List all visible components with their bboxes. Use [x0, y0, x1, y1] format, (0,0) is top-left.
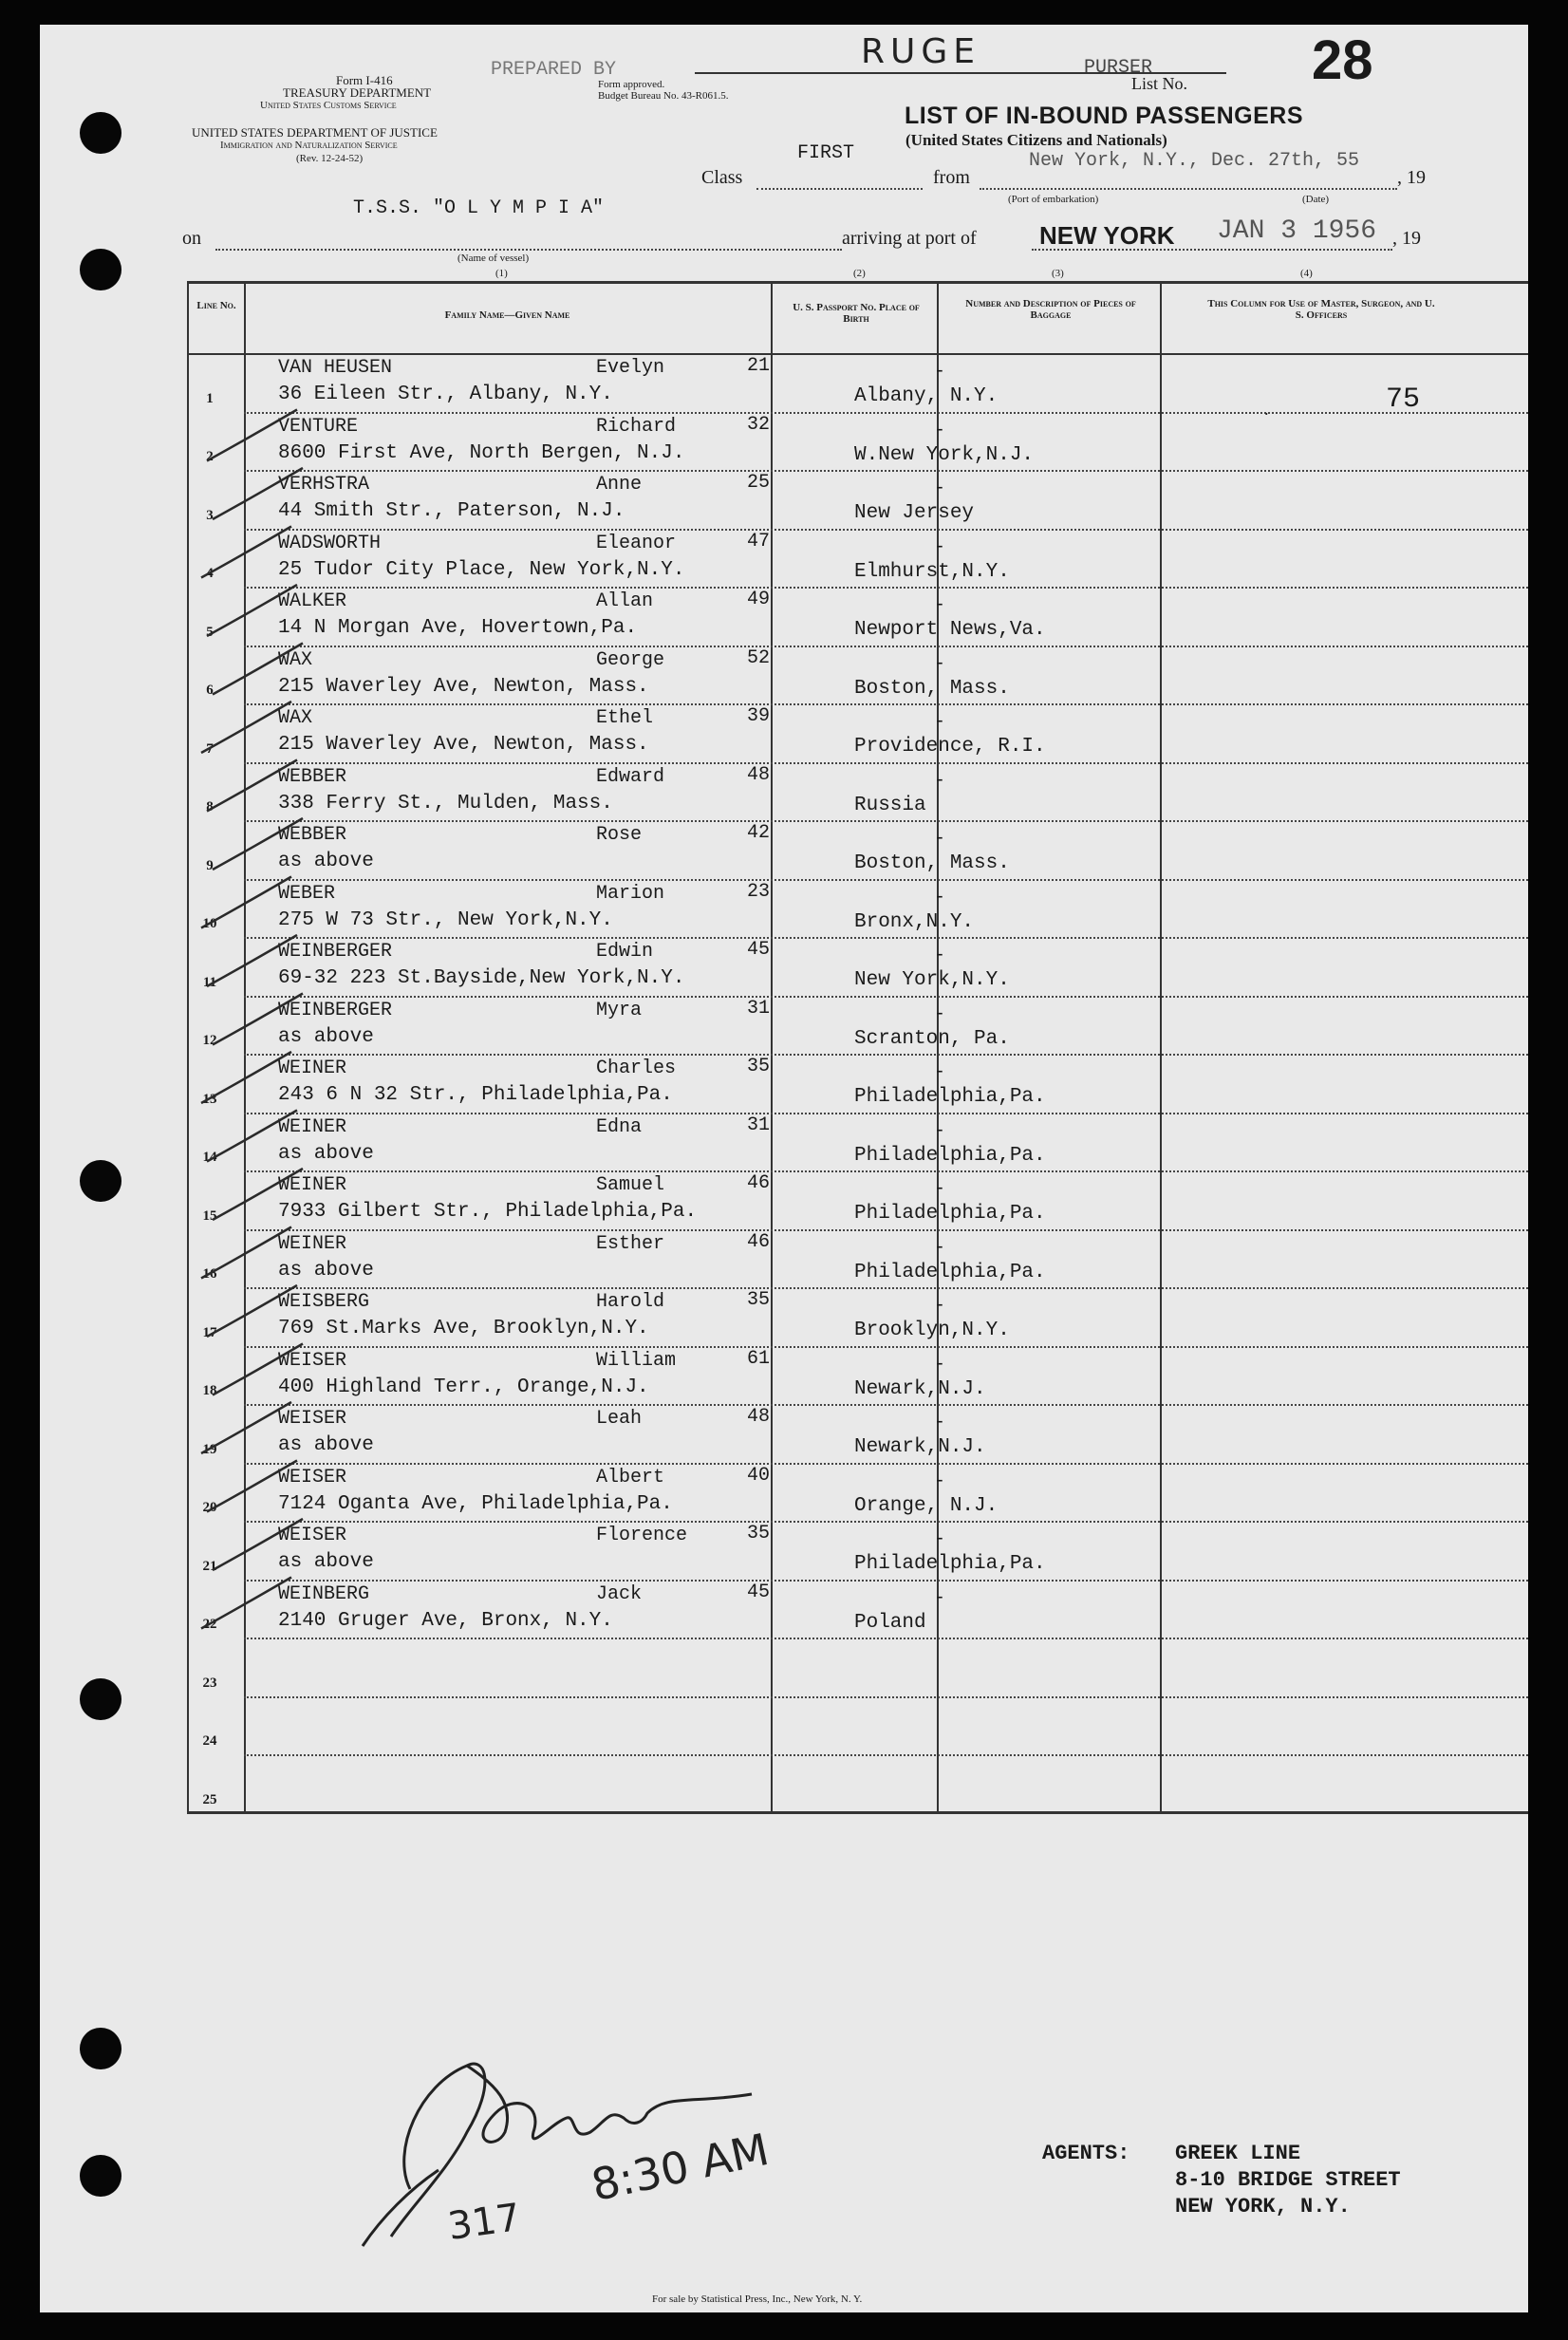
given-name: Esther — [596, 1232, 665, 1255]
check-mark — [207, 410, 297, 461]
family-name: WEINER — [278, 1058, 347, 1079]
passport-dash: - — [934, 886, 946, 908]
passenger-address: 243 6 N 32 Str., Philadelphia,Pa. — [278, 1084, 673, 1106]
header-officers: This Column for Use of Master, Surgeon, and U. S. Officers — [1207, 298, 1435, 321]
header-passport: U. S. Passport No. Place of Birth — [793, 302, 920, 325]
given-name: Marion — [596, 882, 665, 905]
preparer-name: RUGE — [861, 32, 981, 71]
immigration-service: Immigration and Naturalization Service — [220, 140, 398, 151]
given-name: Charles — [596, 1058, 677, 1079]
passport-dash: - — [934, 828, 946, 850]
vessel-name: T.S.S. "O L Y M P I A" — [353, 197, 605, 219]
family-name: WEINER — [278, 1174, 347, 1196]
arriving-label: arriving at port of — [842, 228, 977, 249]
given-name: Rose — [596, 824, 643, 846]
list-number: 28 — [1312, 29, 1373, 91]
passenger-age: 45 — [747, 1581, 771, 1603]
passport-dash: - — [934, 1002, 946, 1025]
passenger-age: 35 — [747, 1056, 771, 1077]
check-mark — [213, 468, 303, 519]
passport-dash: - — [934, 594, 946, 616]
check-mark — [207, 1461, 297, 1512]
place-of-birth: Philadelphia,Pa. — [854, 1086, 1046, 1108]
given-name: Florence — [596, 1525, 688, 1546]
line-number: 15 — [202, 1207, 217, 1224]
passenger-age: 35 — [747, 1289, 771, 1311]
given-name: Richard — [596, 415, 677, 438]
header-line-no: Line No. — [196, 300, 236, 311]
agents-label: AGENTS: — [1042, 2142, 1130, 2165]
line-number: 21 — [202, 1558, 217, 1574]
line-number: 2 — [206, 449, 214, 464]
place-of-birth: Philadelphia,Pa. — [854, 1261, 1046, 1283]
line-number: 1 — [206, 390, 214, 406]
passport-dash: - — [934, 1412, 946, 1433]
line-number: 24 — [202, 1733, 217, 1749]
place-of-birth: Brooklyn,N.Y. — [854, 1320, 1010, 1341]
officer-note: 75 — [1386, 384, 1421, 416]
family-name: WEISER — [278, 1408, 347, 1430]
check-mark — [201, 877, 291, 928]
passenger-address: as above — [278, 1551, 374, 1573]
family-name: WEISER — [278, 1525, 347, 1546]
check-mark — [207, 585, 297, 636]
place-of-birth: Newport News,Va. — [854, 619, 1046, 641]
passenger-address: 400 Highland Terr., Orange,N.J. — [278, 1376, 649, 1398]
family-name: WEBBER — [278, 765, 347, 788]
check-mark — [213, 1344, 303, 1395]
passenger-address: 44 Smith Str., Paterson, N.J. — [278, 500, 625, 522]
binder-hole — [80, 1160, 121, 1202]
family-name: WEINER — [278, 1232, 347, 1255]
passenger-address: 7933 Gilbert Str., Philadelphia,Pa. — [278, 1201, 698, 1223]
given-name: Leah — [596, 1408, 643, 1430]
line-number: 5 — [206, 624, 214, 640]
check-marks — [40, 25, 1528, 2312]
passport-dash: - — [934, 1528, 946, 1550]
embarkation-value: New York, N.Y., Dec. 27th, 55 — [1029, 150, 1360, 172]
check-mark — [207, 1285, 297, 1337]
header-name: Family Name—Given Name — [444, 309, 570, 321]
passenger-address: 69-32 223 St.Bayside,New York,N.Y. — [278, 967, 685, 989]
date-caption: (Date) — [1302, 194, 1330, 205]
place-of-birth: Philadelphia,Pa. — [854, 1144, 1046, 1167]
check-mark — [201, 1578, 291, 1629]
place-of-birth: Newark,N.J. — [854, 1436, 986, 1458]
line-number: 16 — [202, 1266, 217, 1282]
passenger-address: as above — [278, 1025, 374, 1048]
place-of-birth: Russia — [854, 794, 926, 816]
given-name: Samuel — [596, 1174, 665, 1196]
class-label: Class — [701, 167, 743, 188]
line-number: 8 — [206, 799, 214, 814]
manifest-sheet: Form I-416 TREASURY DEPARTMENT United States Customs Service UNITED STATES DEPARTMENT OF JUSTICE Immigration and Naturalization Service (Rev. 12-24-52) PREPARED BY Form approved. Budget Bureau No. 43-R061.5. RUGE PURSER List No. 28 LIST OF IN-BOUND PASSENGERS (United States Citizens and Nationals) Class FIRST from New York, N.Y., Dec. 27th, 55 , 19 (Port of embarkation) (Date) T.S.S. "O L Y M P I A" on arriving at port of NEW YORK JAN 3 1956 , 19 (Name of vessel) (1) (2) (3) (4) Line No. Family Name—Given Name U. S. Passport No. Place of Birth Number and Description of Pieces of Baggage This Column for Use of Master, Surgeon, and U. S. Officers 1 VAN HEUSEN Evelyn 21 36 Eileen Str., Albany, N.Y. - Albany, N.Y. 2 VENTURE Richard 32 8600 First Ave, North Bergen, N.J. - W.New York,N.J. 3 VERHSTRA Anne 25 44 Smith Str., Paterson, N.J. - New Jersey 4 WADSWORTH Eleanor 47 25 Tudor City Place, New York,N.Y. - Elmhurst,N.Y. 5 WALKER Allan 49 14 N Morgan Ave, Hovertown,Pa. - Newport News,Va. 6 WAX George 52 215 Waverley Ave, Newton, Mass. - Boston, Mass. 7 WAX Ethel 39 215 Waverley Ave, Newton, Mass. - Providence, R.I. 8 WEBBER Edward 48 338 Ferry St., Mulden, Mass. - Russia 9 WEBBER Rose 42 as above - Boston, Mass. 10 WEBER Marion 23 275 W 73 Str., New York,N.Y. - Bronx,N.Y. 11 WEINBERGER Edwin 45 69-32 223 St.Bayside,New York,N.Y. - New York,N.Y. 12 WEINBERGER Myra 31 as above - Scranton, Pa. 13 WEINER Charles 35 243 6 N 32 Str., Philadelphia,Pa. - Philadelphia,Pa. 14 WEINER Edna 31 as above - Philadelphia,Pa. 15 WEINER Samuel 46 7933 Gilbert Str., Philadelphia,Pa. - Philadelphia,Pa. 16 WEINER Esther 46 as above - Philadelphia,Pa. 17 WEISBERG Harold 35 769 St.Marks Ave, Brooklyn,N.Y. - Brooklyn,N.Y. 18 WEISER William 61 400 Highland Terr., Orange,N.J. - Newark,N.J. 19 WEISER Leah 48 as above - Newark,N.J. 20 WEISER Albert 40 7124 Oganta Ave, Philadelphia,Pa. - Orange, N.J. 21 WEISER Florence 35 as above - Philadelphia,Pa. 22 WEINBERG Jack 45 2140 Gruger Ave, Bronx, N.Y. - Poland 23 24 25 75 . 317 8:30 AM AGENTS: GREEK LINE 8-10 BRIDGE STREET NEW YORK, N.Y. For sale by Statistical Press, Inc., New York, N. Y. — [40, 25, 1528, 2312]
given-name: George — [596, 648, 665, 671]
passenger-age: 61 — [747, 1347, 771, 1370]
check-mark — [201, 1402, 291, 1453]
passenger-address: as above — [278, 1259, 374, 1282]
passenger-address: 275 W 73 Str., New York,N.Y. — [278, 908, 613, 931]
given-name: Eleanor — [596, 532, 677, 554]
given-name: Ethel — [596, 707, 654, 729]
family-name: VENTURE — [278, 415, 359, 438]
line-number: 23 — [202, 1675, 217, 1691]
class-value: FIRST — [797, 142, 855, 164]
passenger-age: 42 — [747, 822, 771, 844]
passenger-address: as above — [278, 851, 374, 872]
passport-dash: - — [934, 711, 946, 733]
arrival-date-stamp: JAN 3 1956 — [1217, 216, 1377, 246]
passport-dash: - — [934, 419, 946, 441]
given-name: Harold — [596, 1291, 665, 1313]
budget-bureau-number: Budget Bureau No. 43-R061.5. — [598, 90, 729, 102]
passenger-age: 39 — [747, 705, 771, 727]
passport-dash: - — [934, 1470, 946, 1492]
passport-dash: - — [934, 769, 946, 792]
line-number: 3 — [206, 507, 214, 523]
passport-dash: - — [934, 652, 946, 675]
check-mark — [201, 1052, 291, 1103]
check-mark — [207, 1111, 297, 1162]
place-of-birth: Boston, Mass. — [854, 852, 1010, 874]
printer-footer: For sale by Statistical Press, Inc., New York, N. Y. — [652, 2293, 863, 2305]
given-name: William — [596, 1349, 677, 1372]
given-name: Jack — [596, 1582, 643, 1605]
check-mark — [213, 818, 303, 870]
passenger-address: 215 Waverley Ave, Newton, Mass. — [278, 734, 649, 756]
passport-dash: - — [934, 1353, 946, 1376]
family-name: WEINBERG — [278, 1582, 370, 1605]
family-name: WEINBERGER — [278, 999, 393, 1021]
place-of-birth: Scranton, Pa. — [854, 1027, 1010, 1050]
arrival-port: NEW YORK — [1039, 221, 1175, 250]
binder-hole — [80, 112, 121, 154]
passenger-age: 40 — [747, 1464, 771, 1487]
passenger-age: 52 — [747, 646, 771, 669]
family-name: WEBER — [278, 882, 336, 905]
family-name: WADSWORTH — [278, 532, 382, 554]
place-of-birth: Philadelphia,Pa. — [854, 1203, 1046, 1225]
passenger-address: 8600 First Ave, North Bergen, N.J. — [278, 441, 685, 464]
passport-dash: - — [934, 1061, 946, 1083]
family-name: WEINBERGER — [278, 941, 393, 963]
customs-service: United States Customs Service — [260, 100, 397, 111]
place-of-birth: Bronx,N.Y. — [854, 910, 975, 933]
header-baggage: Number and Description of Pieces of Baggage — [965, 298, 1136, 321]
line-number: 25 — [202, 1791, 217, 1807]
place-of-birth: Elmhurst,N.Y. — [854, 560, 1010, 583]
line-number: 12 — [202, 1033, 217, 1048]
prepared-by-label: PREPARED BY — [491, 59, 617, 81]
line-number: 4 — [206, 566, 214, 581]
family-name: WAX — [278, 648, 313, 671]
passenger-age: 31 — [747, 1114, 771, 1136]
passenger-address: 215 Waverley Ave, Newton, Mass. — [278, 675, 649, 698]
signature-initials: 317 — [445, 2195, 524, 2250]
given-name: Albert — [596, 1466, 665, 1488]
place-of-birth: New York,N.Y. — [854, 969, 1010, 991]
line-number: 9 — [206, 857, 214, 873]
given-name: Evelyn — [596, 357, 665, 379]
treasury-department: TREASURY DEPARTMENT — [283, 85, 432, 100]
given-name: Myra — [596, 999, 643, 1021]
check-mark — [213, 644, 303, 695]
given-name: Anne — [596, 474, 643, 496]
check-mark — [201, 527, 291, 578]
revision-date: (Rev. 12-24-52) — [296, 153, 364, 164]
place-of-birth: Philadelphia,Pa. — [854, 1553, 1046, 1575]
line-number: 17 — [202, 1324, 217, 1340]
passport-dash: - — [934, 1295, 946, 1317]
line-number: 6 — [206, 683, 214, 698]
port-caption: (Port of embarkation) — [1008, 194, 1099, 205]
on-label: on — [182, 228, 201, 249]
place-of-birth: Orange, N.J. — [854, 1494, 999, 1517]
passenger-address: 2140 Gruger Ave, Bronx, N.Y. — [278, 1609, 613, 1632]
agent-street: 8-10 BRIDGE STREET — [1175, 2168, 1401, 2192]
binder-hole — [80, 2155, 121, 2197]
family-name: VERHSTRA — [278, 474, 370, 496]
passenger-address: as above — [278, 1434, 374, 1456]
passenger-address: 14 N Morgan Ave, Hovertown,Pa. — [278, 617, 638, 639]
passenger-age: 45 — [747, 939, 771, 961]
document-title: LIST OF IN-BOUND PASSENGERS — [905, 103, 1304, 129]
check-mark — [213, 1169, 303, 1220]
check-mark — [201, 1227, 291, 1279]
given-name: Allan — [596, 590, 654, 612]
passenger-age: 25 — [747, 472, 771, 494]
from-label: from — [933, 167, 970, 188]
passenger-age: 46 — [747, 1230, 771, 1253]
passenger-address: 7124 Oganta Ave, Philadelphia,Pa. — [278, 1492, 673, 1515]
purser-label: PURSER — [1084, 57, 1153, 79]
passenger-address: 338 Ferry St., Mulden, Mass. — [278, 792, 613, 814]
agent-city: NEW YORK, N.Y. — [1175, 2195, 1351, 2218]
form-number: Form I-416 — [336, 73, 393, 87]
line-number: 18 — [202, 1383, 217, 1398]
line-number: 11 — [202, 974, 217, 990]
passenger-age: 23 — [747, 880, 771, 903]
binder-hole — [80, 1678, 121, 1720]
line-number: 20 — [202, 1500, 217, 1515]
passport-dash: - — [934, 361, 946, 383]
line-number: 14 — [202, 1150, 217, 1165]
passenger-address: 25 Tudor City Place, New York,N.Y. — [278, 558, 685, 581]
family-name: WEISER — [278, 1466, 347, 1488]
passport-dash: - — [934, 945, 946, 966]
passport-dash: - — [934, 1119, 946, 1142]
family-name: WEISER — [278, 1349, 347, 1372]
passenger-age: 48 — [747, 1406, 771, 1428]
place-of-birth: Albany, N.Y. — [854, 385, 999, 407]
line-number: 19 — [202, 1441, 217, 1457]
justice-department: UNITED STATES DEPARTMENT OF JUSTICE — [192, 125, 438, 140]
place-of-birth: Boston, Mass. — [854, 677, 1010, 700]
family-name: WEINER — [278, 1115, 347, 1138]
given-name: Edwin — [596, 941, 654, 963]
passport-dash: - — [934, 1236, 946, 1259]
arrival-time-note: 8:30 AM — [587, 2123, 774, 2212]
list-no-label: List No. — [1131, 74, 1188, 93]
passenger-age: 31 — [747, 997, 771, 1020]
binder-hole — [80, 249, 121, 290]
family-name: WALKER — [278, 590, 347, 612]
passenger-age: 32 — [747, 413, 771, 436]
place-of-birth: Poland — [854, 1611, 926, 1634]
family-name: WAX — [278, 707, 313, 729]
passport-dash: - — [934, 1586, 946, 1609]
check-mark — [213, 1519, 303, 1570]
agent-name: GREEK LINE — [1175, 2142, 1301, 2165]
check-mark — [207, 760, 297, 812]
passenger-address: as above — [278, 1142, 374, 1165]
given-name: Edna — [596, 1115, 643, 1138]
passenger-age: 48 — [747, 763, 771, 786]
family-name: VAN HEUSEN — [278, 357, 393, 379]
check-mark — [207, 935, 297, 986]
passenger-age: 35 — [747, 1523, 771, 1544]
passenger-address: 769 St.Marks Ave, Brooklyn,N.Y. — [278, 1318, 649, 1339]
passenger-age: 21 — [747, 355, 771, 377]
family-name: WEISBERG — [278, 1291, 370, 1313]
passport-dash: - — [934, 477, 946, 499]
given-name: Edward — [596, 765, 665, 788]
passenger-age: 46 — [747, 1172, 771, 1194]
binder-hole — [80, 2028, 121, 2069]
passport-dash: - — [934, 535, 946, 558]
line-number: 10 — [202, 916, 217, 931]
document-subtitle: (United States Citizens and Nationals) — [905, 131, 1167, 149]
line-number: 13 — [202, 1091, 217, 1107]
check-mark — [213, 994, 303, 1045]
line-number: 22 — [202, 1617, 217, 1632]
check-mark — [201, 702, 291, 753]
place-of-birth: Newark,N.J. — [854, 1377, 986, 1400]
place-of-birth: W.New York,N.J. — [854, 443, 1035, 466]
passenger-age: 47 — [747, 530, 771, 552]
line-number: 7 — [206, 740, 214, 757]
passport-dash: - — [934, 1178, 946, 1200]
place-of-birth: Providence, R.I. — [854, 736, 1046, 758]
form-approved: Form approved. — [598, 79, 665, 90]
place-of-birth: New Jersey — [854, 502, 975, 524]
vessel-caption: (Name of vessel) — [457, 253, 530, 264]
family-name: WEBBER — [278, 824, 347, 846]
passenger-address: 36 Eileen Str., Albany, N.Y. — [278, 384, 613, 405]
passenger-age: 49 — [747, 589, 771, 610]
